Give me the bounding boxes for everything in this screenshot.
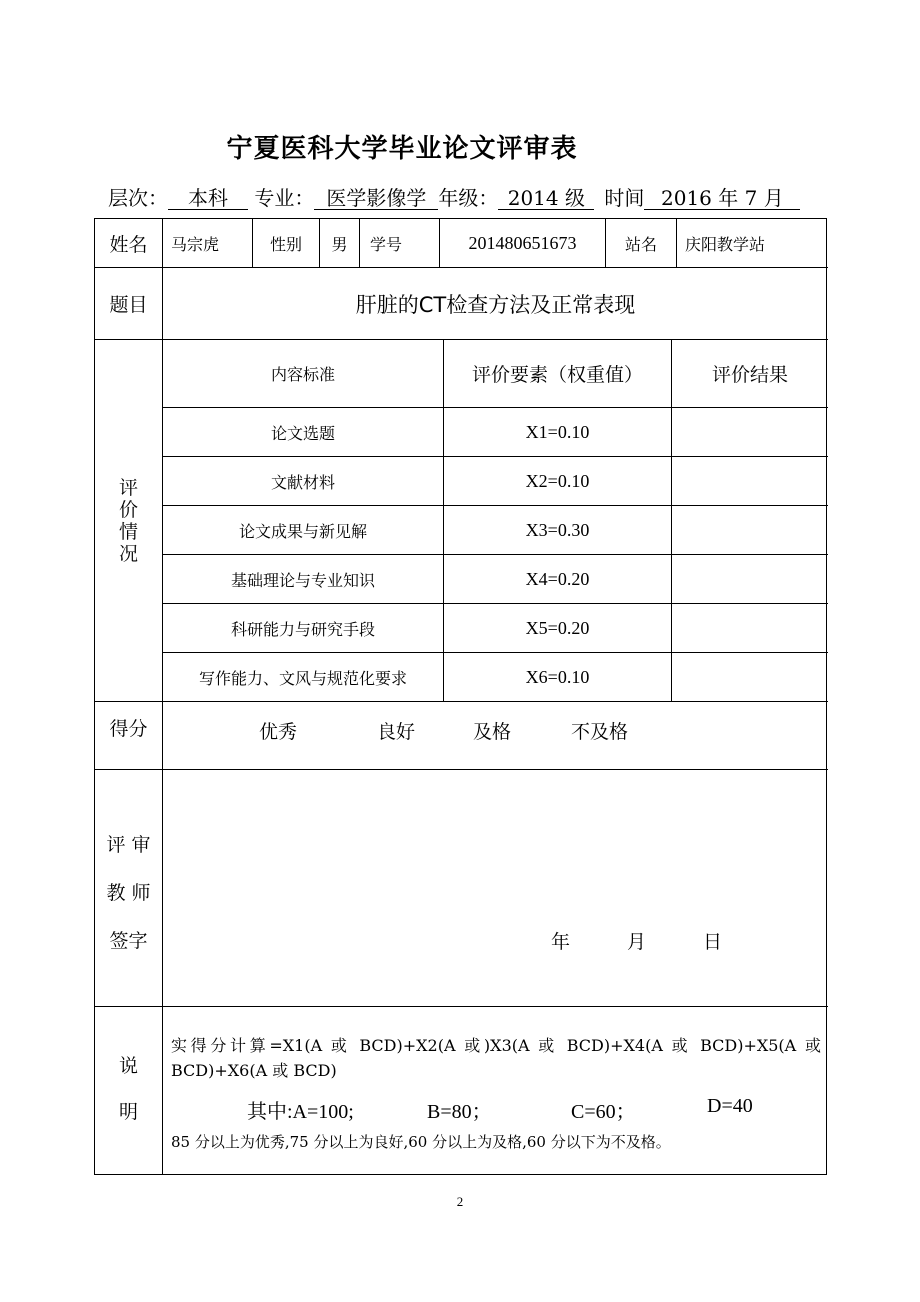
weight-cell: X6=0.10 [525,666,590,687]
weight-cell: X2=0.10 [525,470,590,491]
reviewer-label [95,770,162,1006]
name-value: 马宗虎 [171,234,220,254]
result-cell[interactable] [672,457,828,505]
gender-label: 性别 [269,234,302,254]
criterion-header: 内容标准 [270,365,335,384]
score-formula: 实得分计算=X1(A 或 BCD)+X2(A 或)X3(A 或 BCD)+X4(A 或 BCD)+X5(A 或 BCD)+X6(A 或 BCD) [171,1036,821,1080]
criterion-cell: 文献材料 [270,472,335,492]
value-b: B=80； [427,1101,492,1123]
criterion-cell: 论文选题 [270,423,335,443]
weight-cell: X5=0.20 [525,617,590,638]
value-d: D=40 [707,1095,753,1117]
evaluation-label-char: 价 [118,498,138,521]
result-cell[interactable] [672,604,828,652]
value-a: 其中:A=100; [247,1101,354,1123]
student-id-label: 学号 [370,234,403,254]
gender-value: 男 [331,234,348,254]
review-table [94,218,827,1175]
date-day: 日 [703,931,723,953]
page-number: 2 [456,1194,464,1209]
result-cell[interactable] [672,653,828,701]
name-label: 姓名 [109,233,148,256]
notes-label [95,1007,162,1175]
notes-label-char: 说 [118,1055,138,1077]
grade-option-excellent[interactable]: 优秀 [259,721,298,743]
date-year: 年 [551,931,571,953]
signature-area[interactable] [163,770,828,1006]
result-cell[interactable] [672,555,828,603]
form-meta-line [108,182,800,211]
evaluation-label-char: 况 [118,542,138,565]
form-title: 宁夏医科大学毕业论文评审表 [226,134,578,164]
criterion-cell: 写作能力、文风与规范化要求 [198,668,407,688]
major-label: 专业： [254,186,315,210]
grade-label: 年级： [438,186,499,210]
grading-rule: 85 分以上为优秀,75 分以上为良好,60 分以上为及格,60 分以下为不及格。 [171,1133,671,1151]
thesis-topic: 肝脏的CT检查方法及正常表现 [355,292,636,317]
level-value: 本科 [168,187,248,210]
score-label: 得分 [109,717,148,740]
criterion-cell: 论文成果与新见解 [238,521,367,541]
date-month: 月 [627,931,647,953]
level-label: 层次： [108,186,168,210]
result-header: 评价结果 [711,364,788,386]
rule [95,701,828,702]
time-label: 时间 [604,186,645,210]
student-id-value: 201480651673 [468,232,577,253]
value-c: C=60； [571,1101,636,1123]
weight-cell: X1=0.10 [525,421,590,442]
criterion-cell: 科研能力与研究手段 [230,619,375,639]
evaluation-label-char: 评 [118,476,138,499]
result-cell[interactable] [672,408,828,456]
grade-value: 2014 级 [498,187,594,210]
major-value: 医学影像学 [314,187,438,210]
reviewer-label-line: 教 师 [106,882,151,904]
reviewer-label-line: 评 审 [106,834,151,856]
topic-label: 题目 [109,294,148,316]
grade-option-pass[interactable]: 及格 [473,721,512,743]
reviewer-label-line: 签字 [109,930,148,952]
station-label: 站名 [624,234,657,254]
evaluation-label-char: 情 [118,520,138,543]
result-cell[interactable] [672,506,828,554]
weight-cell: X4=0.20 [525,568,590,589]
grade-option-good[interactable]: 良好 [377,721,416,743]
notes-label-char: 明 [118,1101,138,1123]
weight-cell: X3=0.30 [525,519,590,540]
station-value: 庆阳教学站 [685,234,766,254]
evaluation-label [95,340,162,701]
time-value: 2016 年 7 月 [644,187,800,210]
weight-header: 评价要素（权重值） [471,364,643,386]
criterion-cell: 基础理论与专业知识 [230,570,375,590]
rule [95,1006,828,1007]
grade-option-fail[interactable]: 不及格 [571,721,629,743]
